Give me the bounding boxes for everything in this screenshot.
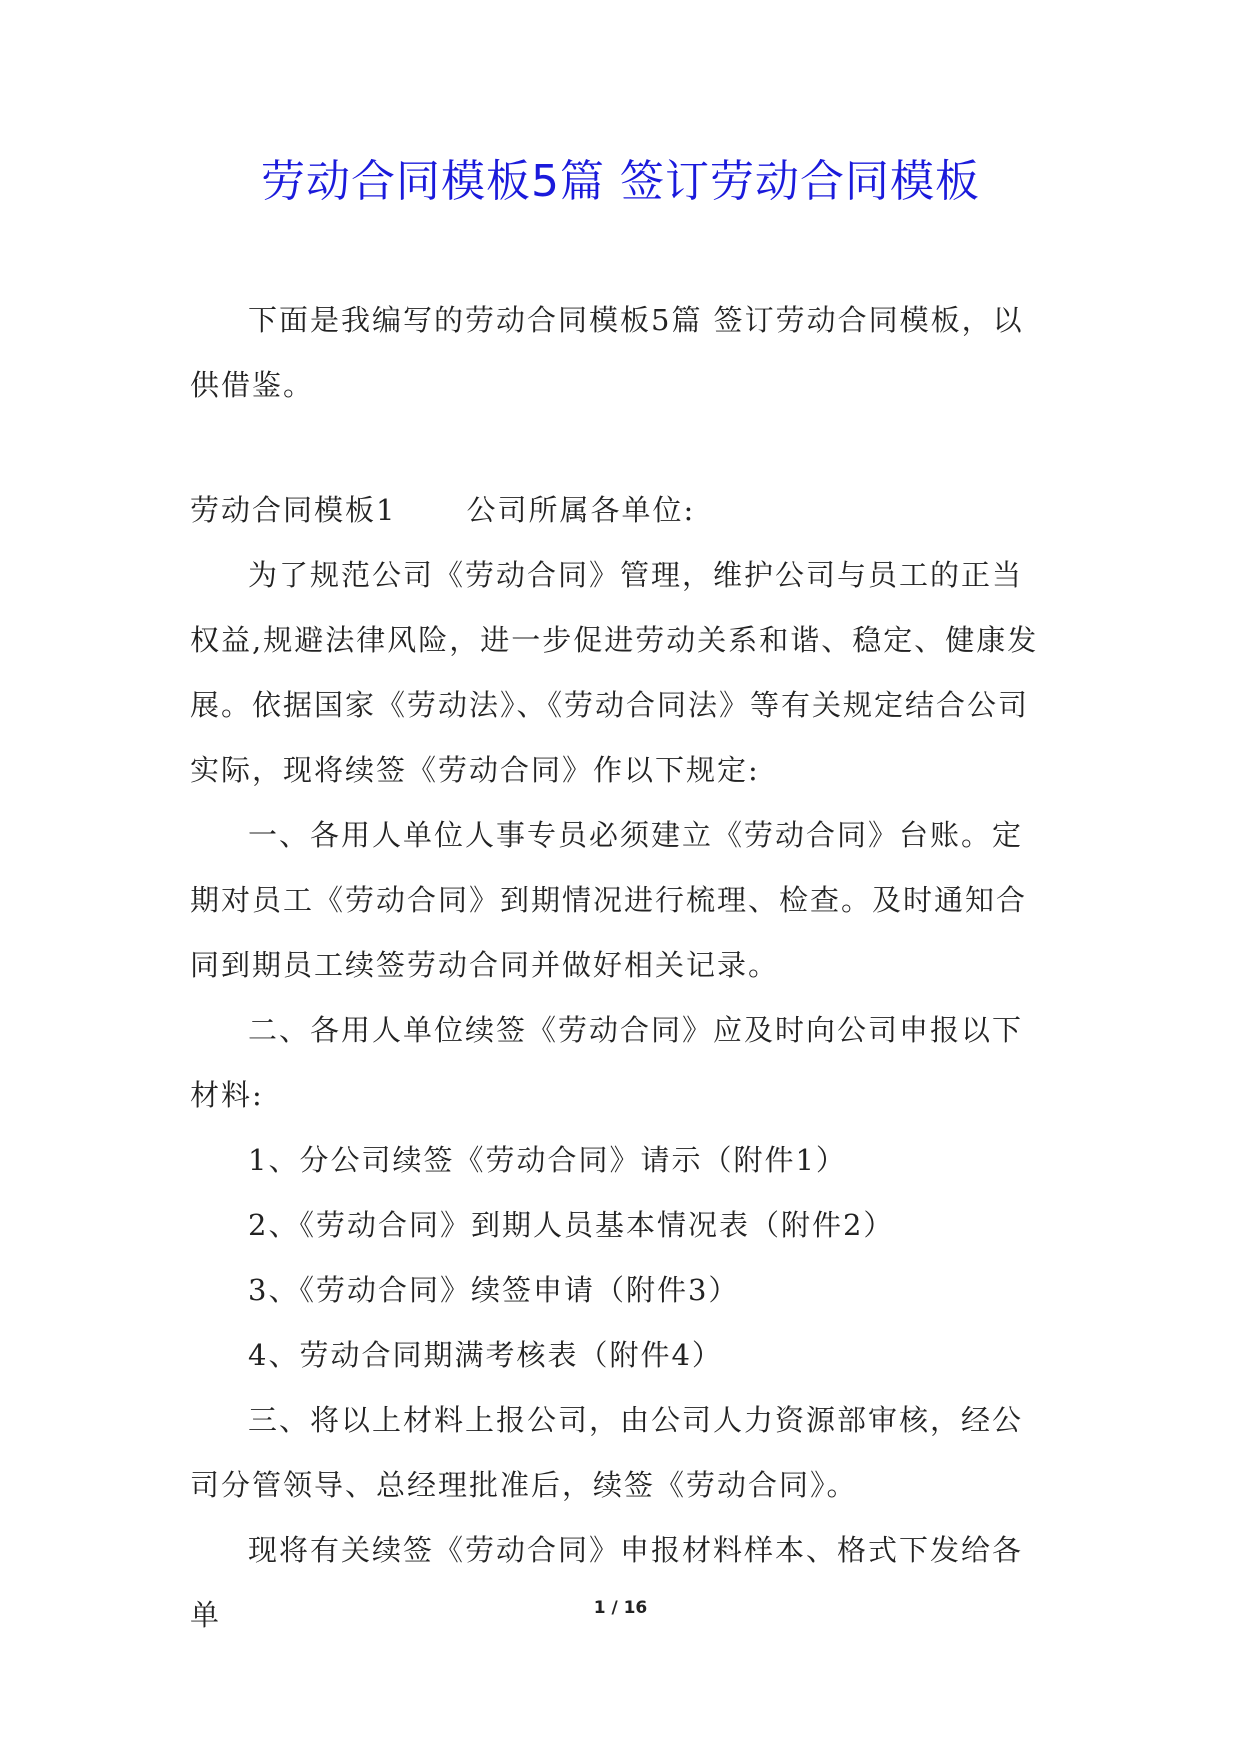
- list-item: 2、《劳动合同》到期人员基本情况表（附件2）: [248, 1208, 895, 1242]
- paragraph: 三、将以上材料上报公司，由公司人力资源部审核，经公司分管领导、总经理批准后，续签《劳动合同》。: [190, 1403, 1024, 1502]
- document-body: [190, 288, 1050, 1648]
- list-item: 1、分公司续签《劳动合同》请示（附件1）: [248, 1143, 847, 1177]
- list-item: 3、《劳动合同》续签申请（附件3）: [248, 1273, 740, 1307]
- paragraph: 现将有关续签《劳动合同》申报材料样本、格式下发给各单: [190, 1533, 1024, 1632]
- list-item: 4、劳动合同期满考核表（附件4）: [248, 1338, 723, 1372]
- paragraph: 一、各用人单位人事专员必须建立《劳动合同》台账。定期对员工《劳动合同》到期情况进行梳理、检查。及时通知合同到期员工续签劳动合同并做好相关记录。: [190, 818, 1028, 982]
- section-heading: 劳动合同模板1: [190, 493, 397, 527]
- page-number: 1 / 16: [593, 1598, 648, 1618]
- intro-paragraph: 下面是我编写的劳动合同模板5篇 签订劳动合同模板，以供借鉴。: [190, 303, 1024, 402]
- paragraph: 为了规范公司《劳动合同》管理，维护公司与员工的正当权益,规避法律风险，进一步促进劳动关系和谐、稳定、健康发展。依据国家《劳动法》、《劳动合同法》等有关规定结合公司实际，现将续签《劳动合同》作以下规定:: [190, 558, 1039, 787]
- section-heading-line: [190, 478, 1050, 543]
- addressee: 公司所属各单位:: [466, 493, 696, 527]
- document-title: 劳动合同模板5篇 签订劳动合同模板: [261, 156, 980, 207]
- paragraph: 二、各用人单位续签《劳动合同》应及时向公司申报以下材料:: [190, 1013, 1024, 1112]
